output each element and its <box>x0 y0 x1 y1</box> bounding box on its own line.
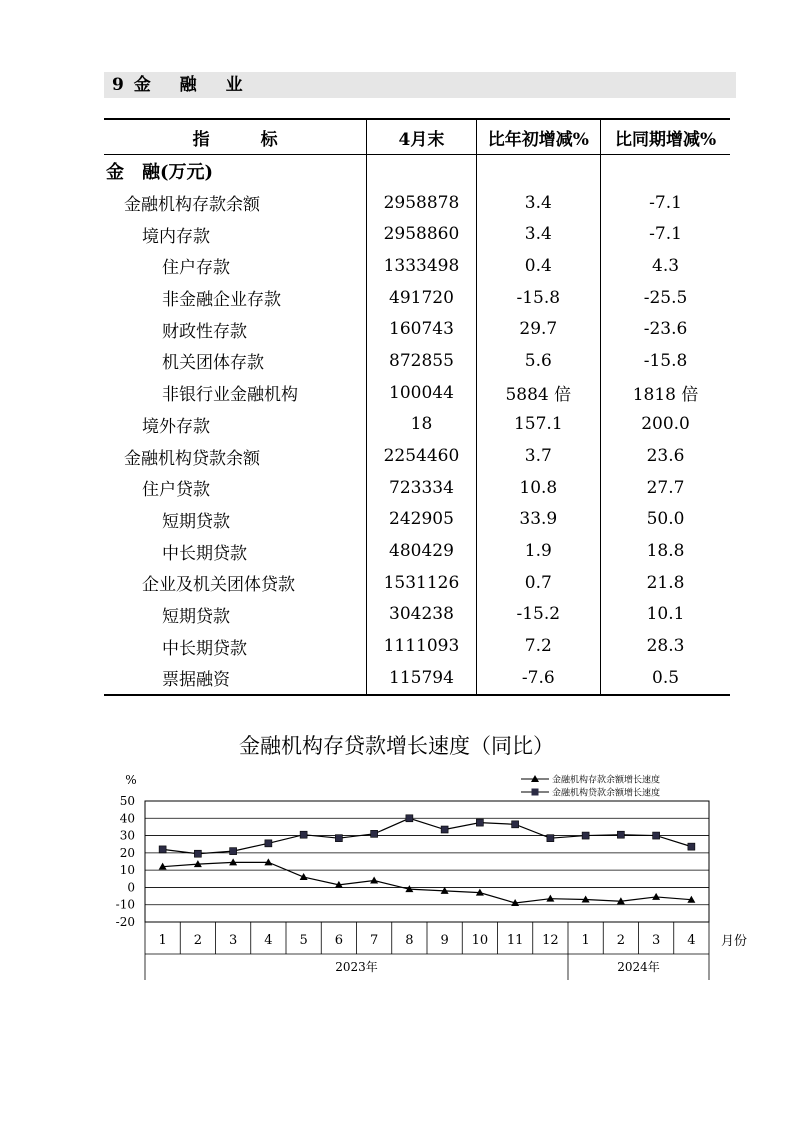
table-row <box>104 409 730 441</box>
x-tick-label: 3 <box>228 933 238 948</box>
row-ytd-change: 0.7 <box>476 567 601 599</box>
data-point-loan <box>476 819 483 826</box>
x-tick-label: 6 <box>334 933 344 948</box>
data-point-loan <box>335 835 342 842</box>
x-tick-label: 1 <box>581 933 590 948</box>
data-point-loan <box>688 843 695 850</box>
x-tick-label: 12 <box>542 933 559 948</box>
row-value: 304238 <box>367 599 476 631</box>
series-line-triangle <box>163 862 692 903</box>
x-tick-label: 1 <box>158 933 167 948</box>
y-tick-label: -10 <box>115 897 135 912</box>
header-indicator: 指 标 <box>104 119 367 155</box>
data-point-loan <box>582 832 589 839</box>
row-ytd-change: 3.7 <box>476 440 601 472</box>
y-tick-label: 30 <box>119 828 135 843</box>
table-row <box>104 187 730 219</box>
table-row <box>104 662 730 695</box>
table-row <box>104 630 730 662</box>
row-value: 2958878 <box>367 187 476 219</box>
table-row <box>104 218 730 250</box>
row-ytd-change: 1.9 <box>476 535 601 567</box>
row-label: 中长期贷款 <box>162 638 247 659</box>
row-label: 金融机构存款余额 <box>124 195 260 216</box>
row-value: 1333498 <box>367 250 476 282</box>
row-label: 住户贷款 <box>142 480 210 501</box>
row-value: 491720 <box>367 282 476 314</box>
row-yoy-change <box>601 155 730 187</box>
row-ytd-change: 5.6 <box>476 345 601 377</box>
row-ytd-change: 3.4 <box>476 218 601 250</box>
data-point-loan <box>194 850 201 857</box>
x-tick-label: 7 <box>369 933 379 948</box>
row-label: 非银行业金融机构 <box>162 385 298 406</box>
data-point-loan <box>230 848 237 855</box>
row-ytd-change: 3.4 <box>476 187 601 219</box>
row-yoy-change: -15.8 <box>601 345 730 377</box>
row-ytd-change <box>476 155 601 187</box>
row-label: 机关团体存款 <box>162 353 264 374</box>
row-ytd-change: 29.7 <box>476 313 601 345</box>
data-point-loan <box>547 835 554 842</box>
row-ytd-change: 7.2 <box>476 630 601 662</box>
row-yoy-change: 21.8 <box>601 567 730 599</box>
row-yoy-change: 200.0 <box>601 409 730 441</box>
data-point-loan <box>617 831 624 838</box>
row-label: 金融机构贷款余额 <box>124 448 260 469</box>
row-value: 872855 <box>367 345 476 377</box>
row-value: 242905 <box>367 504 476 536</box>
row-value: 480429 <box>367 535 476 567</box>
x-tick-label: 4 <box>687 933 696 948</box>
y-tick-label: 0 <box>127 880 135 895</box>
x-tick-label: 10 <box>471 933 489 948</box>
chart-title: 金融机构存贷款增长速度（同比） <box>239 734 554 758</box>
row-value: 2958860 <box>367 218 476 250</box>
row-yoy-change: 50.0 <box>601 504 730 536</box>
table-row <box>104 345 730 377</box>
table-row <box>104 282 730 314</box>
year-label: 2023年 <box>335 960 378 974</box>
row-yoy-change: 23.6 <box>601 440 730 472</box>
x-tick-label: 2 <box>616 933 626 948</box>
data-point-deposit <box>652 893 660 900</box>
row-label: 境内存款 <box>142 226 210 247</box>
table-row <box>104 504 730 536</box>
table-row <box>104 599 730 631</box>
growth-line-chart <box>0 760 793 990</box>
row-label: 境外存款 <box>142 416 210 437</box>
data-point-loan <box>406 815 413 822</box>
header-month-end: 4月末 <box>367 119 476 155</box>
row-ytd-change: 5884 倍 <box>476 377 601 409</box>
row-yoy-change: 10.1 <box>601 599 730 631</box>
x-tick-label: 9 <box>440 933 449 948</box>
table-row <box>104 567 730 599</box>
row-label: 票据融资 <box>104 662 367 695</box>
y-tick-label: 40 <box>119 811 135 826</box>
row-value: 2254460 <box>367 440 476 472</box>
x-tick-label: 2 <box>193 933 203 948</box>
row-label: 非金融企业存款 <box>162 290 281 311</box>
row-value <box>367 155 476 187</box>
table-row <box>104 155 730 187</box>
row-value: 115794 <box>367 662 476 695</box>
finance-table <box>104 118 730 696</box>
row-yoy-change: 1818 倍 <box>601 377 730 409</box>
data-point-loan <box>265 840 272 847</box>
row-ytd-change: 0.4 <box>476 250 601 282</box>
row-value: 723334 <box>367 472 476 504</box>
row-value: 1111093 <box>367 630 476 662</box>
table-row <box>104 313 730 345</box>
data-point-loan <box>371 830 378 837</box>
legend-label: 金融机构贷款余额增长速度 <box>552 788 661 799</box>
table-header-row <box>104 119 730 155</box>
row-yoy-change: -7.1 <box>601 187 730 219</box>
row-yoy-change: -7.1 <box>601 218 730 250</box>
y-tick-label: 10 <box>119 863 135 878</box>
row-ytd-change: -7.6 <box>476 662 601 695</box>
x-axis-label: 月份 <box>721 934 748 949</box>
x-tick-label: 4 <box>264 933 273 948</box>
x-tick-label: 11 <box>506 933 524 948</box>
data-point-deposit <box>370 877 378 884</box>
x-tick-label: 5 <box>299 933 308 948</box>
table-row <box>104 377 730 409</box>
row-yoy-change: 28.3 <box>601 630 730 662</box>
year-label: 2024年 <box>617 960 660 974</box>
x-tick-label: 3 <box>651 933 661 948</box>
row-label: 短期贷款 <box>162 511 230 532</box>
table-row <box>104 472 730 504</box>
data-point-loan <box>441 826 448 833</box>
row-label: 中长期贷款 <box>162 543 247 564</box>
data-point-loan <box>512 821 519 828</box>
y-tick-label: -20 <box>115 915 135 929</box>
row-value: 1531126 <box>367 567 476 599</box>
table-body <box>104 155 730 695</box>
table-row <box>104 535 730 567</box>
data-point-loan <box>159 846 166 853</box>
table-row <box>104 440 730 472</box>
row-value: 18 <box>367 409 476 441</box>
legend-label: 金融机构存款余额增长速度 <box>552 775 661 786</box>
table-row <box>104 250 730 282</box>
row-label: 短期贷款 <box>162 606 230 627</box>
legend-marker-square <box>532 789 539 796</box>
row-yoy-change: 27.7 <box>601 472 730 504</box>
data-point-deposit <box>300 873 308 880</box>
row-label: 企业及机关团体贷款 <box>142 575 295 596</box>
y-axis-unit: % <box>125 773 137 787</box>
row-label: 金 融(万元) <box>106 161 214 183</box>
data-point-loan <box>300 831 307 838</box>
header-yoy-change: 比同期增减% <box>601 119 730 155</box>
row-yoy-change: 18.8 <box>601 535 730 567</box>
row-ytd-change: -15.2 <box>476 599 601 631</box>
row-yoy-change: -25.5 <box>601 282 730 314</box>
section-title: 9 金 融 业 <box>104 72 736 98</box>
row-ytd-change: 33.9 <box>476 504 601 536</box>
x-tick-label: 8 <box>405 933 414 948</box>
row-yoy-change: 4.3 <box>601 250 730 282</box>
y-tick-label: 20 <box>119 845 135 860</box>
row-ytd-change: -15.8 <box>476 282 601 314</box>
data-point-loan <box>653 832 660 839</box>
series-line-square <box>163 818 692 853</box>
row-label: 财政性存款 <box>162 321 247 342</box>
row-label: 住户存款 <box>162 258 230 279</box>
row-value: 160743 <box>367 313 476 345</box>
row-ytd-change: 10.8 <box>476 472 601 504</box>
row-ytd-change: 157.1 <box>476 409 601 441</box>
header-ytd-change: 比年初增减% <box>476 119 601 155</box>
row-yoy-change: -23.6 <box>601 313 730 345</box>
row-value: 100044 <box>367 377 476 409</box>
y-tick-label: 50 <box>119 794 135 808</box>
row-yoy-change: 0.5 <box>601 662 730 695</box>
